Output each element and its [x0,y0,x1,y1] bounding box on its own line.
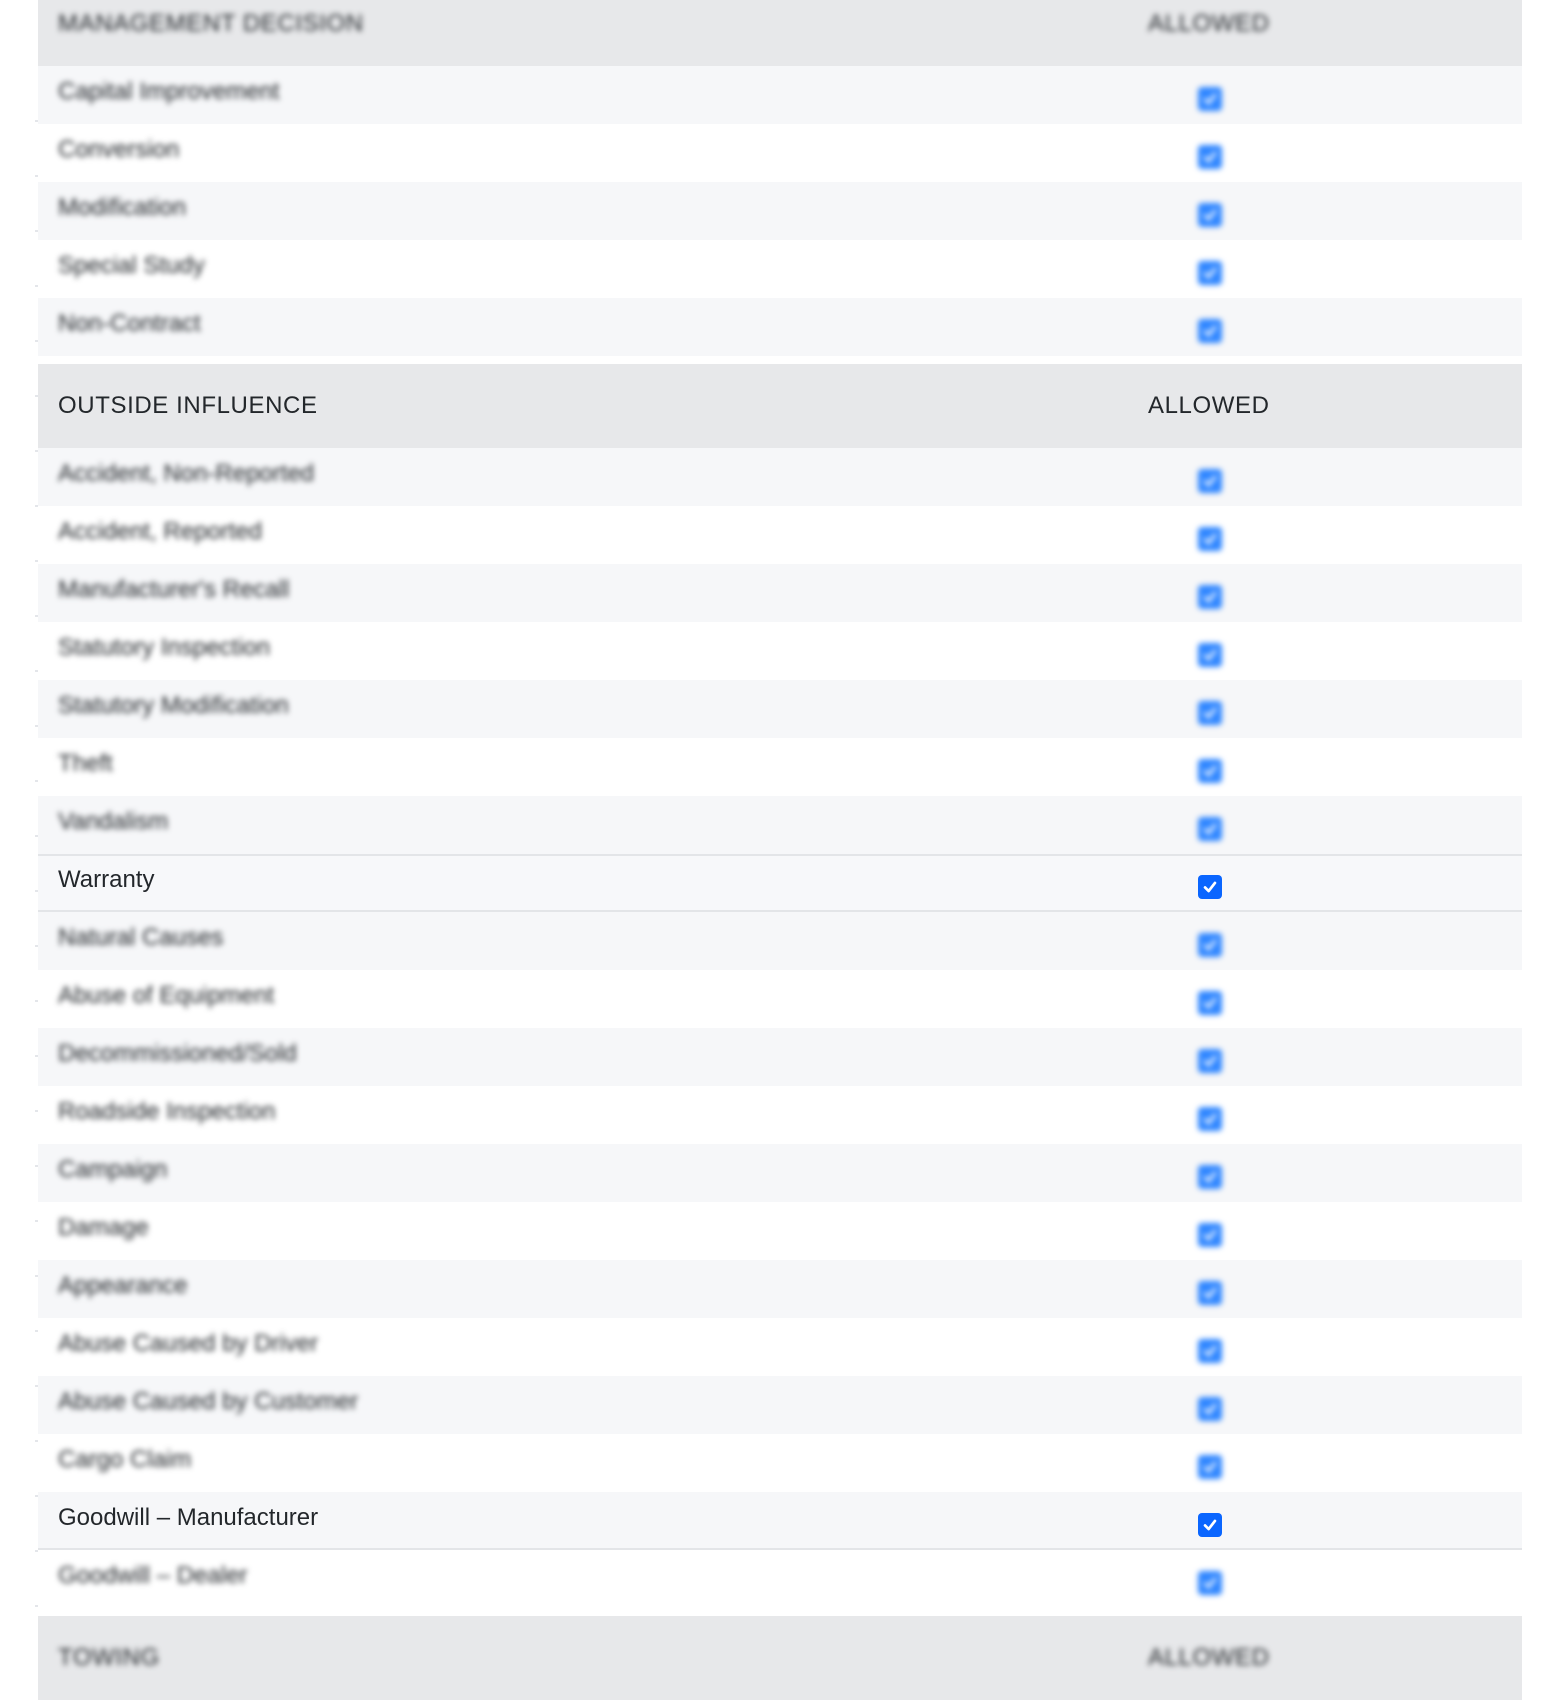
row-label: Capital Improvement [58,78,280,105]
table-row [38,1028,1522,1086]
checkmark-icon [1201,762,1219,780]
checkmark-icon [1201,264,1219,282]
checkmark-icon [1201,1342,1219,1360]
allowed-checkbox[interactable] [1198,203,1222,227]
allowed-checkbox[interactable] [1198,1165,1222,1189]
checkmark-icon [1201,588,1219,606]
checkmark-icon [1201,1226,1219,1244]
table-row [38,66,1522,124]
allowed-checkbox[interactable] [1198,991,1222,1015]
section-title: TOWING [58,1644,160,1671]
checkmark-icon [1201,1458,1219,1476]
row-label: Abuse Caused by Customer [58,1388,359,1415]
section-header [38,364,1522,448]
checkmark-icon [1201,1284,1219,1302]
allowed-checkbox[interactable] [1198,1571,1222,1595]
allowed-checkbox[interactable] [1198,527,1222,551]
checkmark-icon [1201,322,1219,340]
allowed-checkbox[interactable] [1198,643,1222,667]
table-row [38,1202,1522,1260]
row-label: Special Study [58,252,205,279]
checkmark-icon [1201,994,1219,1012]
table-row [38,1492,1522,1550]
table-row [38,1550,1522,1608]
allowed-checkbox[interactable] [1198,1223,1222,1247]
row-label: Cargo Claim [58,1446,192,1473]
row-label: Statutory Modification [58,692,289,719]
row-label: Vandalism [58,808,169,835]
allowed-checkbox[interactable] [1198,585,1222,609]
allowed-checkbox[interactable] [1198,759,1222,783]
row-label: Warranty [58,866,155,893]
table-row [38,970,1522,1028]
row-label: Non-Contract [58,310,201,337]
table-row [38,1260,1522,1318]
row-label: Goodwill – Manufacturer [58,1504,319,1531]
table-row [38,564,1522,622]
row-label: Campaign [58,1156,168,1183]
row-label: Accident, Reported [58,518,263,545]
checkmark-icon [1201,1110,1219,1128]
section-spacer [38,1608,1522,1616]
row-label: Abuse of Equipment [58,982,275,1009]
checkmark-icon [1201,704,1219,722]
table-row [38,854,1522,912]
section-header [38,1616,1522,1700]
allowed-checkbox[interactable] [1198,1107,1222,1131]
table-row [38,796,1522,854]
section-title: OUTSIDE INFLUENCE [58,392,318,419]
table-row [38,622,1522,680]
allowed-column-header: ALLOWED [1148,1644,1270,1671]
checkmark-icon [1201,1052,1219,1070]
allowed-column-header: ALLOWED [1148,392,1270,419]
table-row [38,182,1522,240]
allowed-checkbox[interactable] [1198,1281,1222,1305]
checkmark-icon [1201,1400,1219,1418]
table-row [38,680,1522,738]
allowed-checkbox[interactable] [1198,875,1222,899]
checkmark-icon [1201,1574,1219,1592]
checkmark-icon [1201,148,1219,166]
checkmark-icon [1201,206,1219,224]
allowed-checkbox[interactable] [1198,87,1222,111]
row-label: Goodwill – Dealer [58,1562,248,1589]
allowed-column-header: ALLOWED [1148,10,1270,37]
table-row [38,1318,1522,1376]
table-row [38,912,1522,970]
row-label: Accident, Non-Reported [58,460,315,487]
row-label: Abuse Caused by Driver [58,1330,319,1357]
checkmark-icon [1201,646,1219,664]
allowed-checkbox[interactable] [1198,1049,1222,1073]
section-spacer [38,356,1522,364]
allowed-reasons-table [38,0,1522,1700]
checkmark-icon [1201,530,1219,548]
table-row [38,1434,1522,1492]
allowed-checkbox[interactable] [1198,933,1222,957]
table-row [38,1086,1522,1144]
section-header [38,0,1522,66]
allowed-checkbox[interactable] [1198,319,1222,343]
checkmark-icon [1201,936,1219,954]
row-label: Roadside Inspection [58,1098,276,1125]
allowed-checkbox[interactable] [1198,1339,1222,1363]
table-row [38,298,1522,356]
allowed-checkbox[interactable] [1198,817,1222,841]
allowed-checkbox[interactable] [1198,145,1222,169]
table-row [38,738,1522,796]
allowed-checkbox[interactable] [1198,1455,1222,1479]
allowed-checkbox[interactable] [1198,1397,1222,1421]
checkmark-icon [1201,1168,1219,1186]
row-label: Conversion [58,136,180,163]
checkmark-icon [1201,1516,1219,1534]
checkmark-icon [1201,472,1219,490]
table-row [38,1144,1522,1202]
left-margin [0,0,38,1650]
row-label: Modification [58,194,187,221]
table-row [38,448,1522,506]
row-label: Appearance [58,1272,188,1299]
table-row [38,506,1522,564]
row-label: Manufacturer's Recall [58,576,290,603]
allowed-checkbox[interactable] [1198,261,1222,285]
row-label: Natural Causes [58,924,224,951]
table-row [38,124,1522,182]
checkmark-icon [1201,820,1219,838]
row-label: Damage [58,1214,149,1241]
table-row [38,240,1522,298]
table-row [38,1376,1522,1434]
allowed-checkbox[interactable] [1198,469,1222,493]
section-title: MANAGEMENT DECISION [58,10,364,37]
checkmark-icon [1201,878,1219,896]
row-label: Theft [58,750,113,777]
row-label: Statutory Inspection [58,634,271,661]
row-label: Decommissioned/Sold [58,1040,297,1067]
allowed-checkbox[interactable] [1198,701,1222,725]
allowed-checkbox[interactable] [1198,1513,1222,1537]
checkmark-icon [1201,90,1219,108]
